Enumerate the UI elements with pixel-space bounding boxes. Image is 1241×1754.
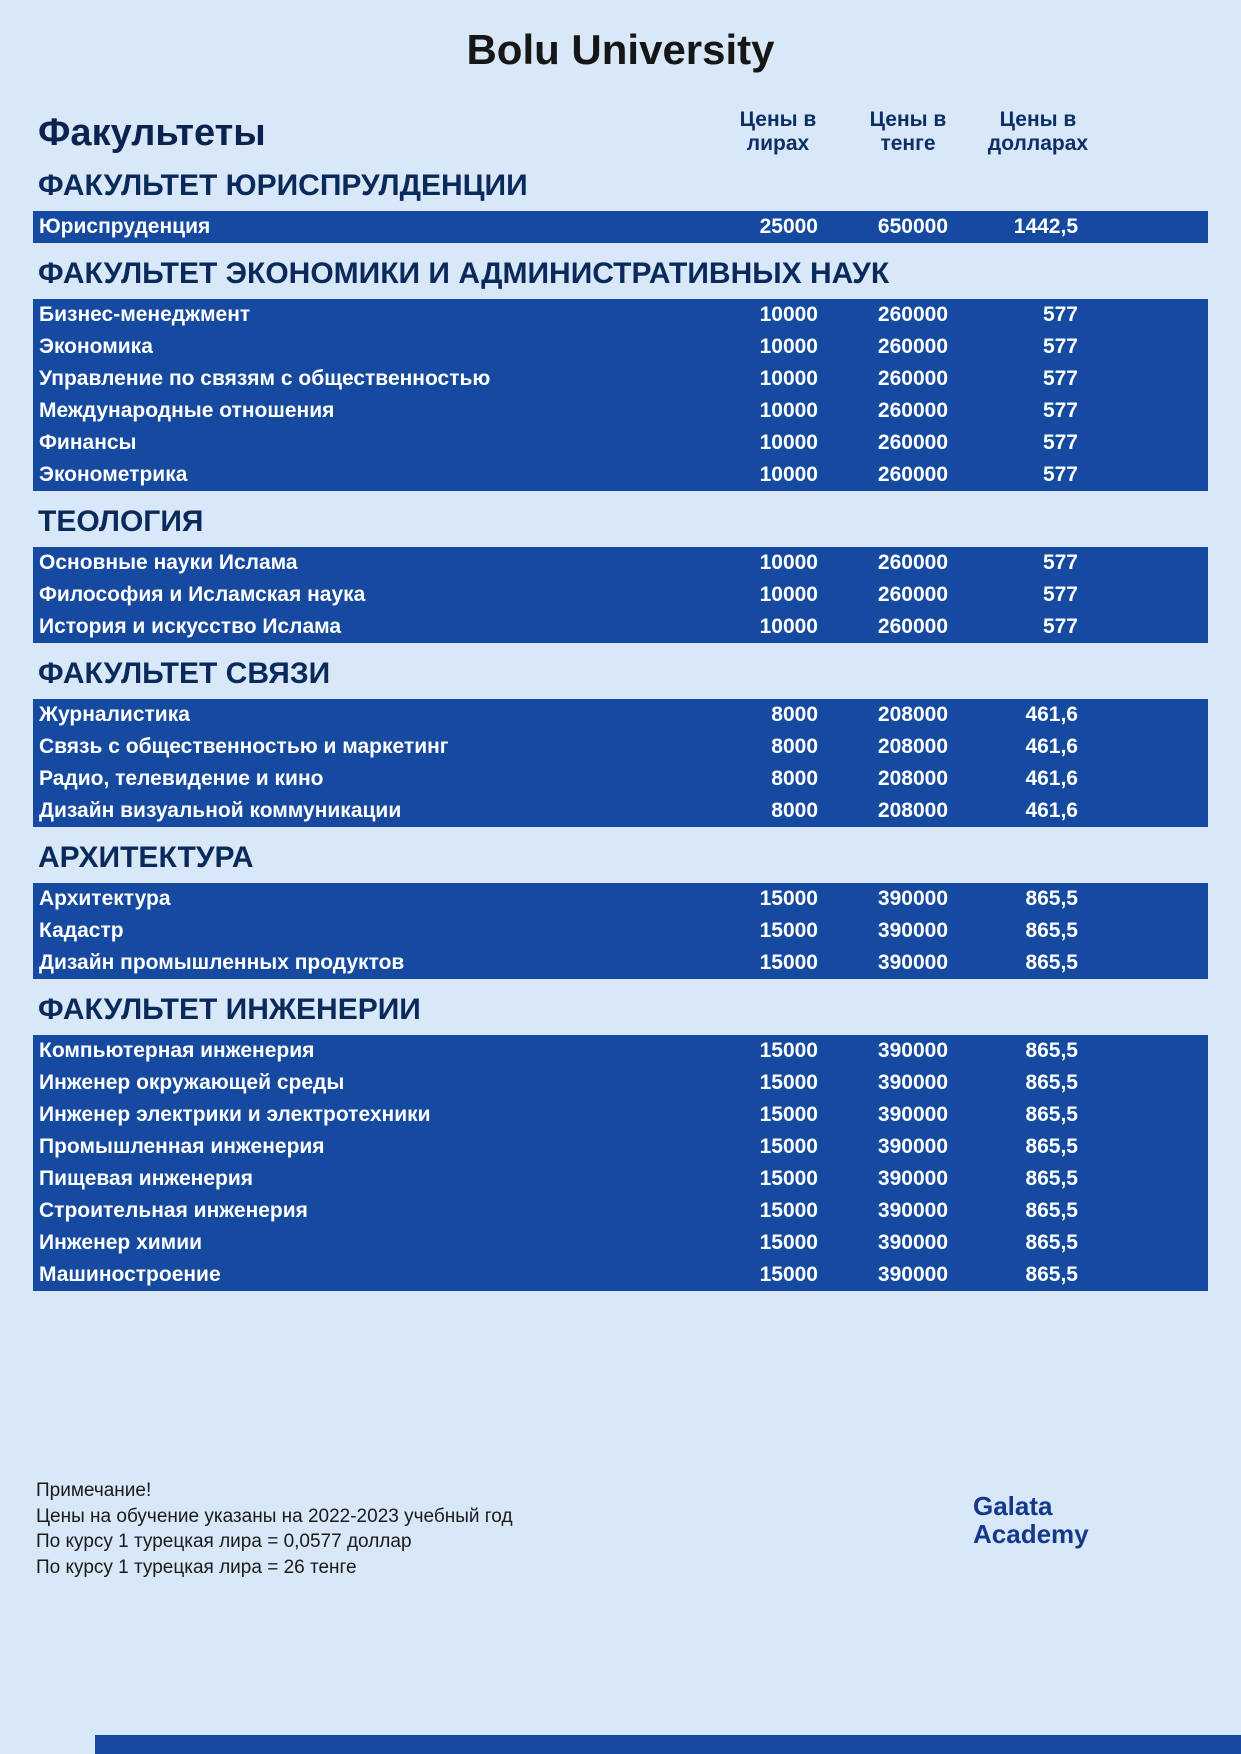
- program-name: Эконометрика: [39, 463, 188, 487]
- price-usd: 865,5: [1025, 951, 1078, 975]
- price-usd: 865,5: [1025, 919, 1078, 943]
- program-name: Машиностроение: [39, 1263, 221, 1287]
- price-tenge: 390000: [877, 1263, 948, 1287]
- program-name: Компьютерная инженерия: [39, 1039, 315, 1063]
- price-tenge: 208000: [877, 735, 948, 759]
- table-row: [33, 795, 1208, 827]
- price-tenge: 390000: [877, 1199, 948, 1223]
- section-rows: [33, 211, 1208, 243]
- price-usd: 577: [1042, 399, 1078, 423]
- note-line: По курсу 1 турецкая лира = 0,0577 доллар: [36, 1531, 412, 1553]
- sections: [0, 169, 1241, 1291]
- program-name: История и искусство Ислама: [39, 615, 342, 639]
- section-rows: [33, 299, 1208, 491]
- price-lira: 15000: [759, 919, 818, 943]
- price-tenge: 390000: [877, 1167, 948, 1191]
- price-tenge: 260000: [877, 463, 948, 487]
- table-row: [33, 1067, 1208, 1099]
- price-usd: 461,6: [1025, 735, 1078, 759]
- price-usd: 461,6: [1025, 767, 1078, 791]
- note-line: По курсу 1 турецкая лира = 26 тенге: [36, 1556, 357, 1578]
- table-row: [33, 1131, 1208, 1163]
- price-tenge: 260000: [877, 551, 948, 575]
- price-usd: 577: [1042, 335, 1078, 359]
- price-tenge: 390000: [877, 919, 948, 943]
- table-row: [33, 211, 1208, 243]
- table-row: [33, 1163, 1208, 1195]
- price-usd: 865,5: [1025, 1135, 1078, 1159]
- program-name: Дизайн визуальной коммуникации: [39, 799, 402, 823]
- program-name: Экономика: [39, 335, 153, 359]
- price-tenge: 390000: [877, 951, 948, 975]
- section-title: АРХИТЕКТУРА: [38, 841, 254, 875]
- price-lira: 10000: [759, 367, 818, 391]
- price-lira: 15000: [759, 887, 818, 911]
- price-usd: 865,5: [1025, 1103, 1078, 1127]
- price-tenge: 390000: [877, 1071, 948, 1095]
- table-row: [33, 699, 1208, 731]
- price-lira: 15000: [759, 1103, 818, 1127]
- price-usd: 865,5: [1025, 1167, 1078, 1191]
- table-row: [33, 611, 1208, 643]
- section-title: ФАКУЛЬТЕТ ИНЖЕНЕРИИ: [38, 993, 421, 1027]
- section-rows: [33, 547, 1208, 643]
- price-tenge: 208000: [877, 703, 948, 727]
- price-tenge: 260000: [877, 335, 948, 359]
- price-tenge: 260000: [877, 399, 948, 423]
- section-rows: [33, 1035, 1208, 1291]
- table-row: [33, 1035, 1208, 1067]
- price-lira: 10000: [759, 303, 818, 327]
- price-lira: 15000: [759, 1039, 818, 1063]
- price-usd: 577: [1042, 431, 1078, 455]
- program-name: Финансы: [39, 431, 137, 455]
- brand-line: Galata: [973, 1491, 1053, 1521]
- section-title: ФАКУЛЬТЕТ ЮРИСПРУЛДЕНЦИИ: [38, 169, 528, 203]
- footer-notes: [36, 1478, 513, 1581]
- price-usd: 1442,5: [1013, 215, 1078, 239]
- program-name: Бизнес-менеджмент: [39, 303, 251, 327]
- table-row: [33, 363, 1208, 395]
- price-usd: 577: [1042, 551, 1078, 575]
- program-name: Инженер химии: [39, 1231, 203, 1255]
- table-row: [33, 427, 1208, 459]
- price-tenge: 390000: [877, 1039, 948, 1063]
- column-header-lira: Цены в лирах: [739, 108, 817, 155]
- table-row: [33, 547, 1208, 579]
- price-tenge: 390000: [877, 1103, 948, 1127]
- section-rows: [33, 699, 1208, 827]
- program-name: Инженер окружающей среды: [39, 1071, 345, 1095]
- column-header-usd: Цены в долларах: [987, 108, 1089, 155]
- program-name: Юриспруденция: [39, 215, 211, 239]
- price-lira: 8000: [771, 799, 818, 823]
- program-name: Строительная инженерия: [39, 1199, 308, 1223]
- program-name: Радио, телевидение и кино: [39, 767, 324, 791]
- price-usd: 865,5: [1025, 1199, 1078, 1223]
- price-tenge: 390000: [877, 1231, 948, 1255]
- price-usd: 577: [1042, 367, 1078, 391]
- table-row: [33, 731, 1208, 763]
- price-lira: 8000: [771, 703, 818, 727]
- table-row: [33, 763, 1208, 795]
- program-name: Пищевая инженерия: [39, 1167, 254, 1191]
- price-usd: 577: [1042, 303, 1078, 327]
- price-usd: 577: [1042, 463, 1078, 487]
- program-name: Инженер электрики и электротехники: [39, 1103, 431, 1127]
- price-tenge: 390000: [877, 1135, 948, 1159]
- price-usd: 865,5: [1025, 1231, 1078, 1255]
- brand-line: Academy: [973, 1519, 1089, 1550]
- table-row: [33, 459, 1208, 491]
- program-name: Основные науки Ислама: [39, 551, 298, 575]
- price-lira: 8000: [771, 767, 818, 791]
- program-name: Промышленная инженерия: [39, 1135, 325, 1159]
- price-tenge: 260000: [877, 367, 948, 391]
- program-name: Связь с общественностью и маркетинг: [39, 735, 449, 759]
- price-lira: 10000: [759, 463, 818, 487]
- table-row: [33, 947, 1208, 979]
- program-name: Архитектура: [39, 887, 171, 911]
- price-lira: 8000: [771, 735, 818, 759]
- price-tenge: 260000: [877, 303, 948, 327]
- table-row: [33, 299, 1208, 331]
- price-usd: 461,6: [1025, 799, 1078, 823]
- price-tenge: 650000: [877, 215, 948, 239]
- price-lira: 10000: [759, 399, 818, 423]
- note-title: Примечание!: [36, 1480, 152, 1501]
- price-lira: 15000: [759, 951, 818, 975]
- price-tenge: 208000: [877, 799, 948, 823]
- section-rows: [33, 883, 1208, 979]
- price-tenge: 260000: [877, 615, 948, 639]
- program-name: Дизайн промышленных продуктов: [39, 951, 405, 975]
- price-lira: 10000: [759, 583, 818, 607]
- price-usd: 577: [1042, 583, 1078, 607]
- price-lira: 15000: [759, 1231, 818, 1255]
- price-tenge: 208000: [877, 767, 948, 791]
- price-usd: 865,5: [1025, 1263, 1078, 1287]
- bottom-bar: [95, 1735, 1241, 1754]
- price-lira: 25000: [759, 215, 818, 239]
- page-title: Bolu University: [466, 26, 775, 73]
- price-lira: 10000: [759, 615, 818, 639]
- program-name: Международные отношения: [39, 399, 335, 423]
- price-usd: 577: [1042, 615, 1078, 639]
- table-row: [33, 1259, 1208, 1291]
- table-row: [33, 1099, 1208, 1131]
- price-usd: 865,5: [1025, 1071, 1078, 1095]
- table-row: [33, 883, 1208, 915]
- price-lira: 10000: [759, 335, 818, 359]
- table-row: [33, 1195, 1208, 1227]
- price-lira: 15000: [759, 1263, 818, 1287]
- program-name: Кадастр: [39, 919, 124, 943]
- table-row: [33, 579, 1208, 611]
- table-header: [33, 108, 1208, 155]
- price-lira: 10000: [759, 431, 818, 455]
- galata-academy-logo: [973, 1492, 1089, 1548]
- price-lira: 15000: [759, 1199, 818, 1223]
- price-tenge: 260000: [877, 583, 948, 607]
- price-usd: 461,6: [1025, 703, 1078, 727]
- section-title: ФАКУЛЬТЕТ ЭКОНОМИКИ И АДМИНИСТРАТИВНЫХ НАУК: [38, 257, 890, 291]
- note-line: Цены на обучение указаны на 2022-2023 учебный год: [36, 1505, 513, 1527]
- column-header-tenge: Цены в тенге: [869, 108, 947, 155]
- program-name: Философия и Исламская наука: [39, 583, 366, 607]
- price-lira: 10000: [759, 551, 818, 575]
- table-row: [33, 395, 1208, 427]
- price-tenge: 260000: [877, 431, 948, 455]
- price-usd: 865,5: [1025, 887, 1078, 911]
- faculties-heading: Факультеты: [38, 112, 266, 155]
- table-row: [33, 331, 1208, 363]
- section-title: ТЕОЛОГИЯ: [38, 505, 204, 539]
- price-lira: 15000: [759, 1135, 818, 1159]
- program-name: Журналистика: [39, 703, 190, 727]
- table-row: [33, 1227, 1208, 1259]
- program-name: Управление по связям с общественностью: [39, 367, 491, 391]
- price-lira: 15000: [759, 1071, 818, 1095]
- price-lira: 15000: [759, 1167, 818, 1191]
- section-title: ФАКУЛЬТЕТ СВЯЗИ: [38, 657, 331, 691]
- price-tenge: 390000: [877, 887, 948, 911]
- table-row: [33, 915, 1208, 947]
- price-usd: 865,5: [1025, 1039, 1078, 1063]
